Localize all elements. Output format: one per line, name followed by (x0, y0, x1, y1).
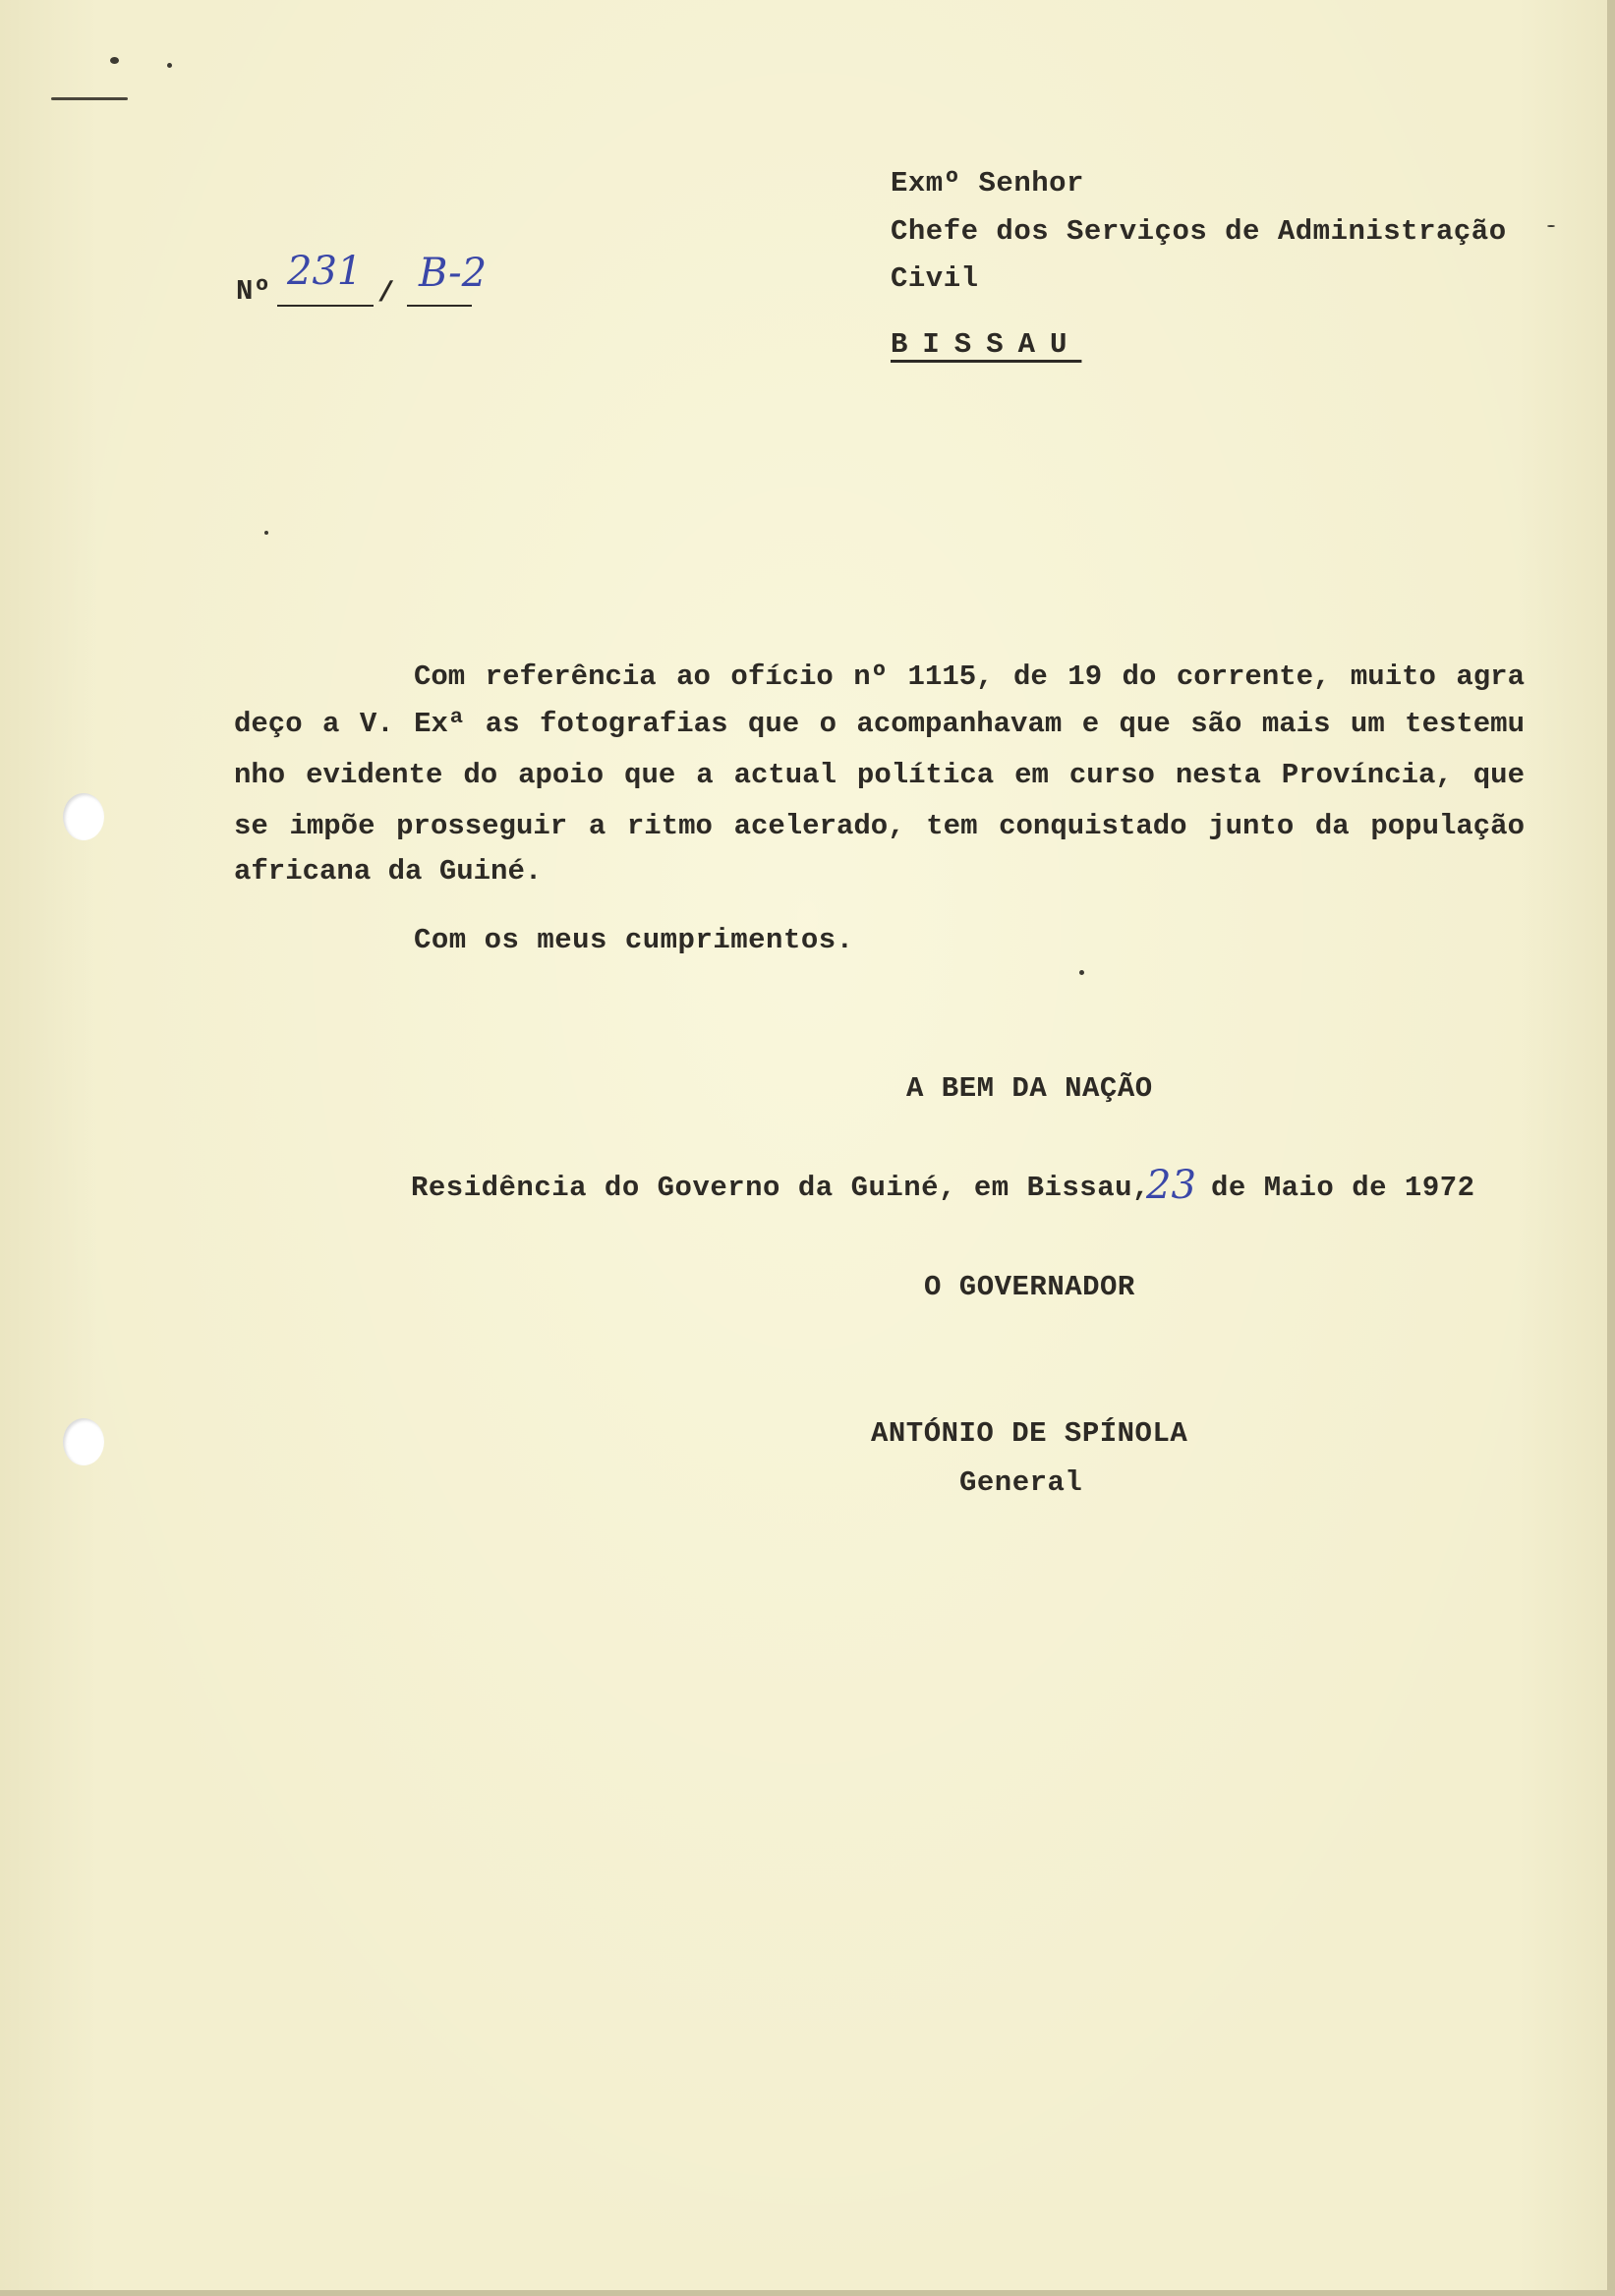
recipient-line2: Civil (891, 262, 979, 295)
punch-hole-upper (63, 793, 104, 840)
ink-speck (264, 531, 268, 535)
place-date-day: 23 (1146, 1163, 1196, 1208)
reference-separator: / (377, 277, 395, 310)
body-line-4: se impõe prosseguir a ritmo acelerado, tem conquistado junto da população (234, 810, 1525, 842)
reference-number-line (277, 305, 374, 307)
recipient-salutation: Exmº Senhor (891, 167, 1084, 200)
recipient-city: BISSAU (891, 328, 1082, 361)
page-edge-right (1607, 0, 1615, 2296)
closing-line: Com os meus cumprimentos. (414, 924, 854, 956)
ink-speck (1547, 225, 1555, 227)
motto: A BEM DA NAÇÃO (906, 1072, 1153, 1105)
punch-hole-lower (63, 1418, 104, 1465)
ink-speck (110, 57, 119, 64)
reference-prefix: Nº (236, 275, 271, 308)
signature-title: O GOVERNADOR (924, 1271, 1135, 1303)
place-date-prefix: Residência do Governo da Guiné, em Bissau, (411, 1172, 1150, 1204)
body-line-3: nho evidente do apoio que a actual política em curso nesta Província, que (234, 759, 1525, 791)
signature-rank: General (959, 1466, 1083, 1499)
body-line-2: deço a V. Exª as fotografias que o acompanhavam e que são mais um testemu (234, 708, 1525, 740)
reference-code: B-2 (419, 251, 488, 296)
reference-code-line (407, 305, 472, 307)
ink-speck (1079, 970, 1084, 975)
page-edge-bottom (0, 2290, 1615, 2296)
ink-scratch (51, 97, 128, 100)
signature-name: ANTÓNIO DE SPÍNOLA (871, 1417, 1188, 1450)
ink-speck (167, 63, 172, 68)
recipient-line1: Chefe dos Serviços de Administração (891, 215, 1507, 248)
body-line-1: Com referência ao ofício nº 1115, de 19 do corrente, muito agra (414, 660, 1525, 693)
body-line-5: africana da Guiné. (234, 855, 543, 888)
reference-number: 231 (287, 249, 363, 294)
place-date-suffix: de Maio de 1972 (1211, 1172, 1475, 1204)
